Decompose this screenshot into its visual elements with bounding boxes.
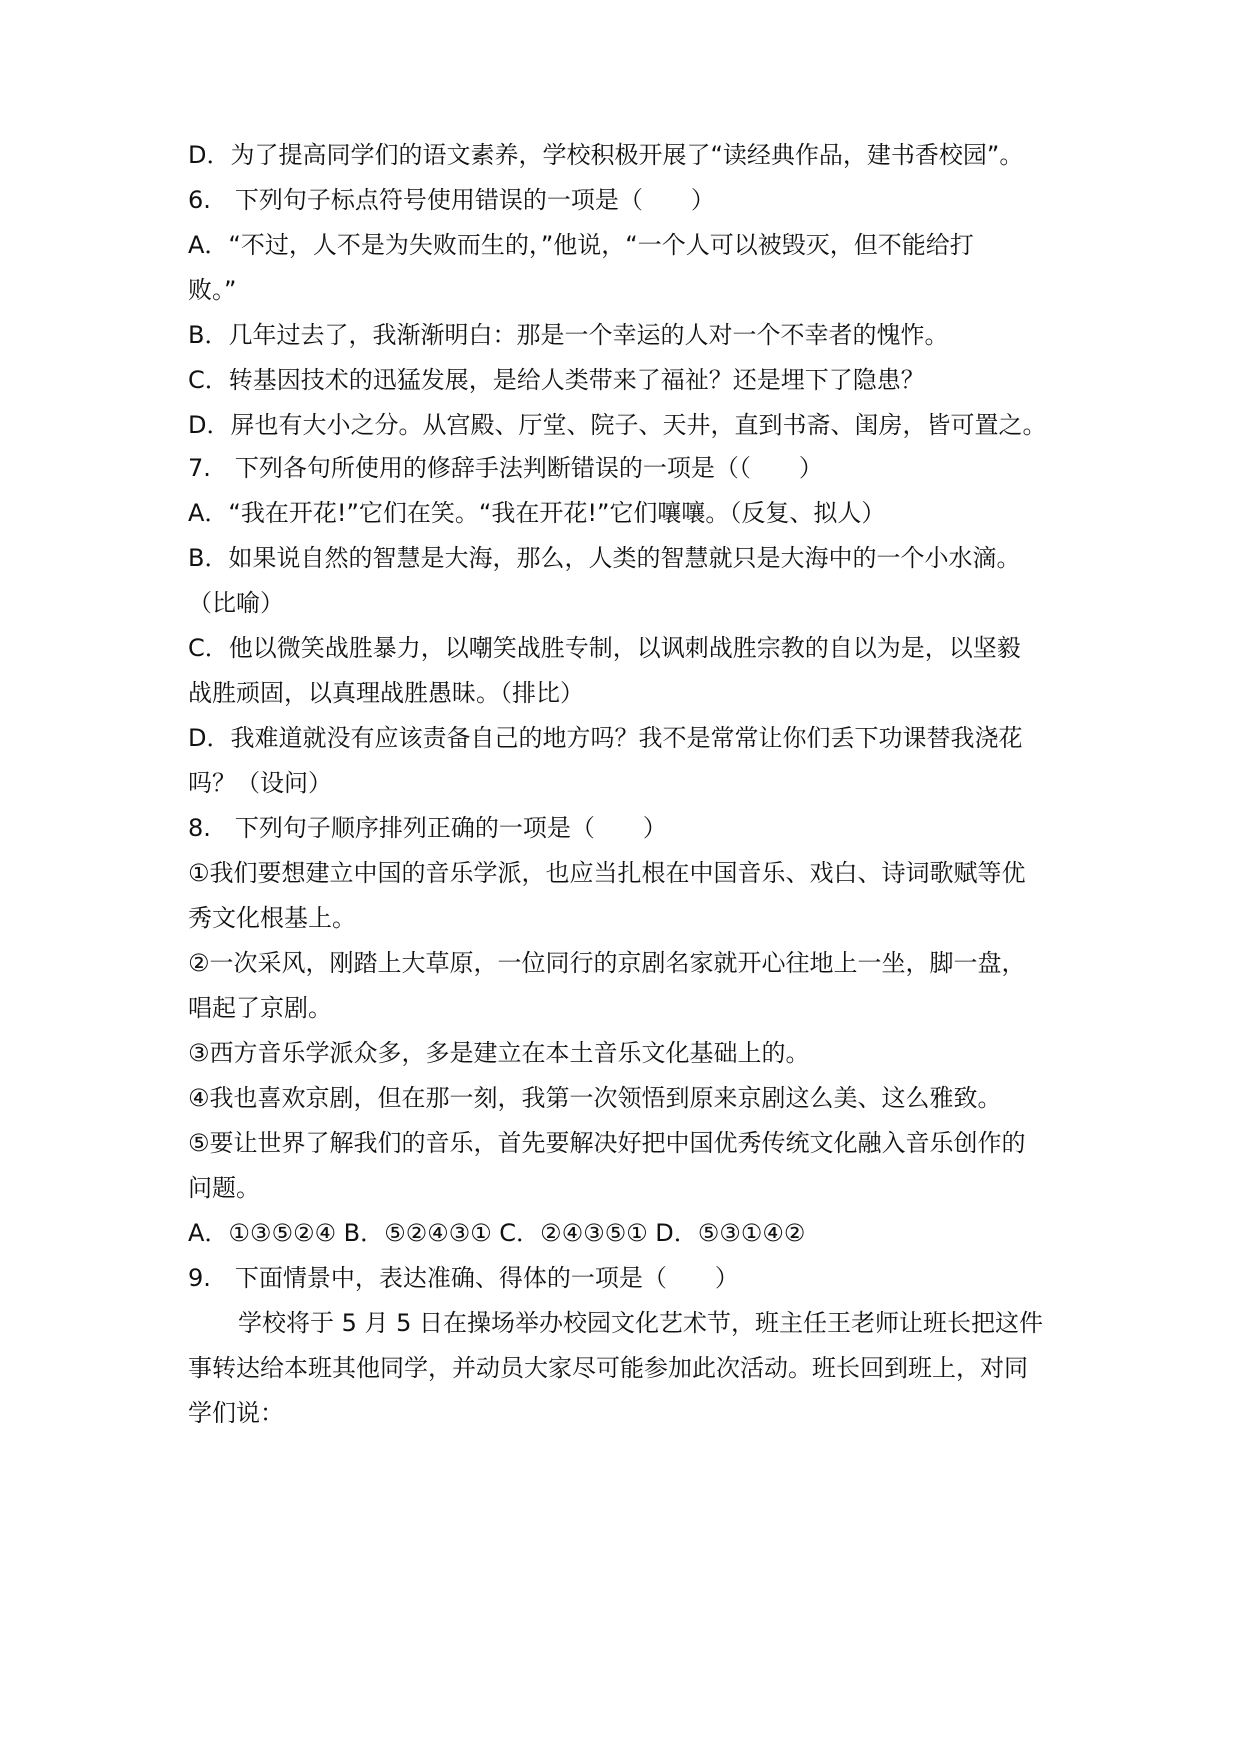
option-6c: C．转基因技术的迅猛发展，是给人类带来了福祉？还是埋下了隐患？ [188, 366, 925, 394]
option-6b: B．几年过去了，我渐渐明白：那是一个幸运的人对一个不幸者的愧怍。 [188, 321, 949, 349]
option-7b-cont: （比喻） [188, 589, 284, 617]
sentence-8-5: ⑤要让世界了解我们的音乐，首先要解决好把中国优秀传统文化融入音乐创作的 [188, 1129, 1026, 1157]
sentence-8-2-cont: 唱起了京剧。 [188, 994, 332, 1022]
option-7c-cont: 战胜顽固，以真理战胜愚昧。（排比） [188, 679, 584, 707]
option-6d: D．屏也有大小之分。从宫殿、厅堂、院子、天井，直到书斋、闺房，皆可置之。 [188, 411, 1047, 439]
question-6-stem: 6. 下列句子标点符号使用错误的一项是（ ） [188, 186, 715, 214]
option-6a-cont: 败。” [188, 276, 237, 304]
scenario-9-cont-2: 学们说： [188, 1399, 284, 1427]
sentence-8-1-cont: 秀文化根基上。 [188, 904, 356, 932]
sentence-8-4: ④我也喜欢京剧，但在那一刻，我第一次领悟到原来京剧这么美、这么雅致。 [188, 1084, 1002, 1112]
option-7c: C．他以微笑战胜暴力，以嘲笑战胜专制，以讽刺战胜宗教的自以为是，以坚毅 [188, 634, 1021, 662]
option-6a: A．“不过，人不是为失败而生的，”他说，“一个人可以被毁灭，但不能给打 [188, 231, 974, 259]
sentence-8-5-cont: 问题。 [188, 1174, 260, 1202]
sentence-8-2: ②一次采风，刚踏上大草原，一位同行的京剧名家就开心往地上一坐，脚一盘， [188, 949, 1026, 977]
sentence-8-1: ①我们要想建立中国的音乐学派，也应当扎根在中国音乐、戏白、诗词歌赋等优 [188, 859, 1026, 887]
scenario-9: 学校将于 5 月 5 日在操场举办校园文化艺术节，班主任王老师让班长把这件 [238, 1309, 1044, 1337]
question-8-stem: 8. 下列句子顺序排列正确的一项是（ ） [188, 814, 667, 842]
options-8: A．①③⑤②④ B．⑤②④③① C．②④③⑤① D．⑤③①④② [188, 1219, 806, 1247]
option-7d: D．我难道就没有应该责备自己的地方吗？我不是常常让你们丢下功课替我浇花 [188, 724, 1023, 752]
question-7-stem: 7. 下列各句所使用的修辞手法判断错误的一项是（（ ） [188, 454, 823, 482]
option-7b: B．如果说自然的智慧是大海，那么，人类的智慧就只是大海中的一个小水滴。 [188, 544, 1021, 572]
option-7d-cont: 吗？（设问） [188, 769, 332, 797]
option-5d: D．为了提高同学们的语文素养，学校积极开展了“读经典作品，建书香校园”。 [188, 141, 1024, 169]
question-9-stem: 9. 下面情景中，表达准确、得体的一项是（ ） [188, 1264, 739, 1292]
option-7a: A．“我在开花!”它们在笑。“我在开花!”它们嚷嚷。（反复、拟人） [188, 499, 886, 527]
scenario-9-cont: 事转达给本班其他同学，并动员大家尽可能参加此次活动。班长回到班上，对同 [188, 1354, 1028, 1382]
sentence-8-3: ③西方音乐学派众多，多是建立在本土音乐文化基础上的。 [188, 1039, 810, 1067]
